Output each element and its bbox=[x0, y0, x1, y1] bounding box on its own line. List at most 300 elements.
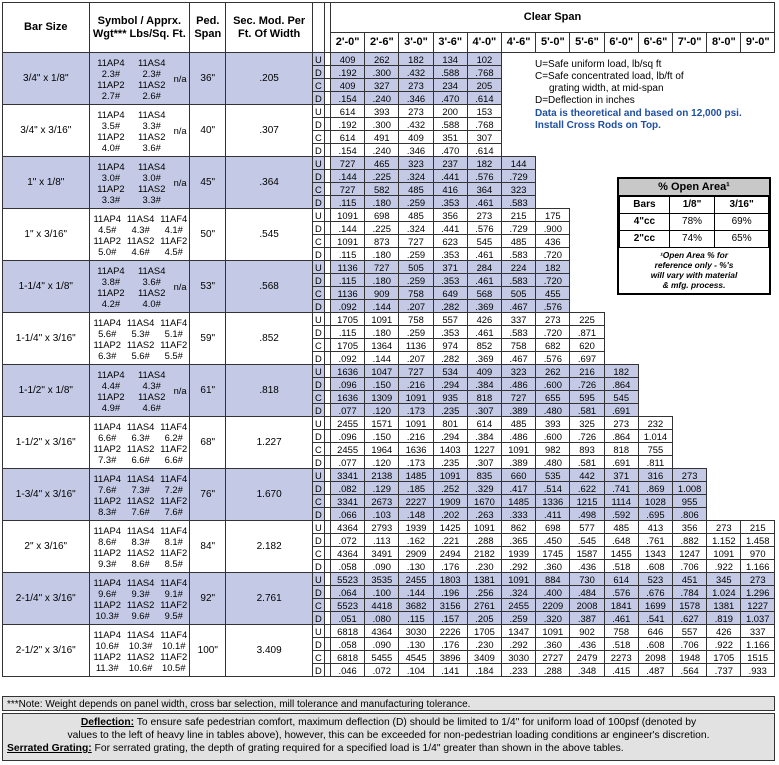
empty-cell bbox=[673, 157, 707, 170]
load-type-label: C bbox=[312, 235, 324, 248]
symbol-weights bbox=[89, 625, 190, 677]
symbol-cell: 11AS4 bbox=[137, 368, 166, 380]
span-header: 4'-0" bbox=[467, 33, 501, 53]
load-value: 1705 bbox=[331, 339, 365, 352]
load-value: 1.166 bbox=[741, 560, 775, 573]
symbol-cell: 11AF2 bbox=[160, 442, 188, 454]
load-value: .077 bbox=[331, 456, 365, 469]
symbol-cell: 2.3# bbox=[142, 67, 161, 79]
symbol-cell: 11AF2 bbox=[160, 338, 188, 350]
symbol-cell: 2.7# bbox=[101, 89, 121, 101]
load-value: 862 bbox=[502, 521, 536, 534]
load-type-label: D bbox=[312, 430, 324, 443]
load-value: .256 bbox=[467, 586, 501, 599]
na-text: n/a bbox=[173, 281, 187, 292]
symbol-cell: 11AF4 bbox=[160, 316, 188, 328]
legend-d: D=Deflection in inches bbox=[535, 95, 635, 106]
symbol-cell: 11AS2 bbox=[126, 650, 155, 662]
load-value: 1336 bbox=[536, 495, 570, 508]
load-value: .365 bbox=[502, 534, 536, 547]
weight-footnote: ***Note: Weight depends on panel width, cross bar selection, mill tolerance and manufacturing tolerance. bbox=[2, 696, 775, 711]
load-value: .113 bbox=[365, 534, 399, 547]
load-value: .173 bbox=[399, 404, 433, 417]
na-text: n/a bbox=[173, 177, 187, 188]
bar-size: 2-1/2" x 3/16" bbox=[3, 625, 90, 677]
load-value: 1381 bbox=[707, 599, 741, 612]
symbol-cell: 11AP2 bbox=[97, 182, 125, 194]
load-value: .691 bbox=[604, 404, 638, 417]
symbol-weights bbox=[89, 261, 190, 313]
symbol-cell: 11AF4 bbox=[160, 472, 188, 484]
load-value: .082 bbox=[331, 482, 365, 495]
load-value: 755 bbox=[638, 443, 672, 456]
table-row bbox=[3, 625, 775, 638]
symbol-cell: 3.0# bbox=[142, 171, 161, 183]
empty-cell bbox=[502, 66, 536, 79]
symbol-cell: 9.6# bbox=[98, 587, 117, 599]
load-value: 1091 bbox=[433, 469, 467, 482]
load-value: 215 bbox=[502, 209, 536, 222]
load-value: .235 bbox=[433, 456, 467, 469]
load-value: 1381 bbox=[467, 573, 501, 586]
empty-cell bbox=[638, 365, 672, 378]
ped-span: 92" bbox=[190, 573, 226, 625]
load-value: .441 bbox=[433, 222, 467, 235]
symbol-cell: 6.2# bbox=[164, 431, 183, 443]
open-area-row-label: 2"cc bbox=[620, 231, 670, 248]
load-value: .072 bbox=[365, 664, 399, 677]
load-value: .487 bbox=[638, 664, 672, 677]
symbol-cell: 11AS2 bbox=[137, 390, 166, 402]
load-value: .252 bbox=[433, 482, 467, 495]
load-type-label: C bbox=[312, 391, 324, 404]
load-value: 835 bbox=[467, 469, 501, 482]
empty-cell bbox=[536, 131, 570, 144]
load-type-label: U bbox=[312, 521, 324, 534]
load-value: .307 bbox=[467, 456, 501, 469]
load-value: 323 bbox=[399, 157, 433, 170]
symbol-cell: 11AP2 bbox=[97, 78, 125, 90]
load-type-label: D bbox=[312, 560, 324, 573]
load-value: .933 bbox=[741, 664, 775, 677]
empty-cell bbox=[570, 235, 604, 248]
load-value: 1309 bbox=[365, 391, 399, 404]
load-value: .882 bbox=[673, 534, 707, 547]
load-value: 327 bbox=[365, 79, 399, 92]
load-value: .576 bbox=[604, 586, 638, 599]
load-value: 356 bbox=[673, 521, 707, 534]
empty-cell bbox=[707, 378, 741, 391]
empty-cell bbox=[604, 144, 638, 157]
load-value: .259 bbox=[399, 248, 433, 261]
symbol-cell: 7.6# bbox=[131, 505, 150, 517]
section-modulus: 2.182 bbox=[226, 521, 313, 573]
span-header: 3'-0" bbox=[399, 33, 433, 53]
load-value: .614 bbox=[467, 92, 501, 105]
bar-size: 2" x 3/16" bbox=[3, 521, 90, 573]
symbol-cell: 7.6# bbox=[98, 483, 117, 495]
load-value: .480 bbox=[536, 404, 570, 417]
deflection-text: To ensure safe pedestrian comfort, maximum deflection (D) should be limited to 1/4" for uniform load of 100psf (denoted by bbox=[134, 717, 697, 728]
load-value: 1699 bbox=[638, 599, 672, 612]
load-value: 523 bbox=[638, 573, 672, 586]
load-value: 1.008 bbox=[673, 482, 707, 495]
load-value: 2182 bbox=[467, 547, 501, 560]
symbol-cell: 11AS4 bbox=[126, 576, 155, 588]
load-value: 409 bbox=[399, 131, 433, 144]
load-value: 535 bbox=[536, 469, 570, 482]
load-value: 505 bbox=[399, 261, 433, 274]
load-value: 134 bbox=[433, 53, 467, 66]
symbol-cell: 11AS4 bbox=[137, 264, 166, 276]
ped-span: 68" bbox=[190, 417, 226, 469]
empty-cell bbox=[536, 170, 570, 183]
table-row bbox=[3, 521, 775, 534]
empty-cell bbox=[502, 105, 536, 118]
load-value: .432 bbox=[399, 66, 433, 79]
symbol-cell: 10.6# bbox=[95, 639, 119, 651]
open-area-value: 65% bbox=[715, 231, 769, 248]
load-value: .259 bbox=[399, 326, 433, 339]
load-value: .240 bbox=[365, 144, 399, 157]
empty-cell bbox=[673, 365, 707, 378]
load-value: .600 bbox=[536, 430, 570, 443]
section-modulus: .205 bbox=[226, 53, 313, 105]
load-value: 1091 bbox=[467, 521, 501, 534]
symbol-cell: 11AP4 bbox=[97, 368, 125, 380]
empty-cell bbox=[741, 131, 775, 144]
symbol-cell: 6.6# bbox=[98, 431, 117, 443]
symbol-cell: 5.6# bbox=[131, 349, 150, 361]
header-symbol: Symbol / Apprx. Wgt*** Lbs/Sq. Ft. bbox=[89, 3, 190, 53]
load-value: .120 bbox=[365, 456, 399, 469]
symbol-cell: 11AP2 bbox=[97, 390, 125, 402]
load-value: 273 bbox=[399, 105, 433, 118]
deflection-note bbox=[7, 716, 770, 729]
load-value: 1705 bbox=[331, 313, 365, 326]
load-value: .695 bbox=[638, 508, 672, 521]
symbol-cell: 4.4# bbox=[101, 379, 121, 391]
load-value: 3341 bbox=[331, 469, 365, 482]
load-value: .180 bbox=[365, 196, 399, 209]
load-value: 413 bbox=[638, 521, 672, 534]
open-area-value: 74% bbox=[669, 231, 714, 248]
empty-cell bbox=[638, 131, 672, 144]
load-value: 1227 bbox=[741, 599, 775, 612]
load-value: 3535 bbox=[365, 573, 399, 586]
load-value: .180 bbox=[365, 326, 399, 339]
load-type-label: D bbox=[312, 326, 324, 339]
empty-cell bbox=[707, 131, 741, 144]
load-value: 262 bbox=[536, 365, 570, 378]
load-value: 2793 bbox=[365, 521, 399, 534]
load-value: 323 bbox=[502, 365, 536, 378]
symbol-cell: 11AS4 bbox=[137, 108, 166, 120]
load-type-label: D bbox=[312, 248, 324, 261]
load-value: 935 bbox=[433, 391, 467, 404]
load-value: .130 bbox=[399, 638, 433, 651]
load-value: .608 bbox=[638, 638, 672, 651]
load-value: .096 bbox=[331, 430, 365, 443]
load-value: 852 bbox=[467, 339, 501, 352]
bar-size: 3/4" x 1/8" bbox=[3, 53, 90, 105]
symbol-cell: 4.3# bbox=[131, 223, 150, 235]
load-value: .324 bbox=[502, 586, 536, 599]
symbol-cell: 8.1# bbox=[164, 535, 183, 547]
load-value: .130 bbox=[399, 560, 433, 573]
empty-cell bbox=[673, 313, 707, 326]
load-value: 2098 bbox=[638, 651, 672, 664]
symbol-cell: 11AS2 bbox=[126, 338, 155, 350]
load-value: 6818 bbox=[331, 651, 365, 664]
symbol-cell: 10.1# bbox=[162, 639, 186, 651]
empty-cell bbox=[741, 495, 775, 508]
load-type-label: C bbox=[312, 547, 324, 560]
symbol-cell: 11AS4 bbox=[137, 160, 166, 172]
table-row bbox=[3, 573, 775, 586]
bar-size: 1-3/4" x 3/16" bbox=[3, 469, 90, 521]
load-value: .583 bbox=[502, 196, 536, 209]
span-header: 9'-0" bbox=[741, 33, 775, 53]
load-value: 577 bbox=[570, 521, 604, 534]
table-row bbox=[3, 313, 775, 326]
symbol-cell: 11AP4 bbox=[93, 316, 121, 328]
load-value: 1091 bbox=[502, 573, 536, 586]
load-value: 371 bbox=[604, 469, 638, 482]
empty-cell bbox=[604, 157, 638, 170]
header-ped-span: Ped. Span bbox=[190, 3, 226, 53]
load-value: .720 bbox=[536, 326, 570, 339]
load-value: .207 bbox=[399, 300, 433, 313]
load-value: 1670 bbox=[467, 495, 501, 508]
symbol-cell: 5.0# bbox=[98, 245, 117, 257]
symbol-cell: 11AP2 bbox=[93, 338, 121, 350]
empty-cell bbox=[741, 313, 775, 326]
load-value: 351 bbox=[433, 131, 467, 144]
load-value: .450 bbox=[536, 534, 570, 547]
ped-span: 40" bbox=[190, 105, 226, 157]
load-type-label: U bbox=[312, 261, 324, 274]
symbol-cell: 11AP2 bbox=[93, 650, 121, 662]
load-value: .600 bbox=[536, 378, 570, 391]
load-value: 1403 bbox=[433, 443, 467, 456]
empty-cell bbox=[707, 495, 741, 508]
load-value: .080 bbox=[365, 612, 399, 625]
symbol-cell: 7.3# bbox=[131, 483, 150, 495]
load-value: 2727 bbox=[536, 651, 570, 664]
serrated-label: Serrated Grating: bbox=[7, 743, 92, 754]
symbol-cell: 8.3# bbox=[98, 505, 117, 517]
load-value: 1803 bbox=[433, 573, 467, 586]
load-type-label: U bbox=[312, 625, 324, 638]
load-value: 416 bbox=[433, 183, 467, 196]
load-value: 1578 bbox=[673, 599, 707, 612]
load-value: .627 bbox=[673, 612, 707, 625]
legend-c: C=Safe concentrated load, lb/ft of bbox=[535, 71, 684, 82]
load-value: 182 bbox=[536, 261, 570, 274]
load-value: 485 bbox=[604, 521, 638, 534]
load-value: 2138 bbox=[365, 469, 399, 482]
load-value: 614 bbox=[331, 105, 365, 118]
load-value: .761 bbox=[638, 534, 672, 547]
load-value: .150 bbox=[365, 430, 399, 443]
table-row bbox=[3, 365, 775, 378]
load-value: .864 bbox=[604, 430, 638, 443]
symbol-cell: 6.6# bbox=[131, 453, 150, 465]
load-value: .288 bbox=[467, 534, 501, 547]
load-value: 205 bbox=[467, 79, 501, 92]
load-value: 818 bbox=[604, 443, 638, 456]
empty-cell bbox=[673, 131, 707, 144]
load-type-label: D bbox=[312, 118, 324, 131]
load-value: 3409 bbox=[467, 651, 501, 664]
load-value: 200 bbox=[433, 105, 467, 118]
theory-note-line1: Data is theoretical and based on 12,000 psi. bbox=[535, 108, 742, 119]
symbol-cell: 9.3# bbox=[98, 557, 117, 569]
load-type-label: C bbox=[312, 651, 324, 664]
symbol-cell: 7.3# bbox=[98, 453, 117, 465]
load-value: .576 bbox=[536, 352, 570, 365]
symbol-cell: 11AP2 bbox=[93, 546, 121, 558]
serrated-note bbox=[7, 742, 770, 755]
load-value: .058 bbox=[331, 560, 365, 573]
empty-cell bbox=[741, 352, 775, 365]
legend-c-cont: grating width, at mid-span bbox=[549, 83, 664, 94]
load-value: .263 bbox=[467, 508, 501, 521]
section-modulus: .818 bbox=[226, 365, 313, 417]
load-value: 909 bbox=[365, 287, 399, 300]
span-header: 8'-0" bbox=[707, 33, 741, 53]
section-modulus: 3.409 bbox=[226, 625, 313, 677]
symbol-weights bbox=[89, 417, 190, 469]
load-value: .415 bbox=[604, 664, 638, 677]
load-value: .441 bbox=[433, 170, 467, 183]
load-value: 902 bbox=[570, 625, 604, 638]
symbol-cell: 10.5# bbox=[162, 661, 186, 673]
load-value: 655 bbox=[536, 391, 570, 404]
symbol-cell: 9.6# bbox=[131, 609, 150, 621]
empty-cell bbox=[707, 508, 741, 521]
load-value: 1136 bbox=[331, 261, 365, 274]
symbol-cell: 11AS2 bbox=[126, 234, 155, 246]
load-value: 2761 bbox=[467, 599, 501, 612]
symbol-cell: 11AF4 bbox=[160, 576, 188, 588]
ped-span: 76" bbox=[190, 469, 226, 521]
load-value: 2455 bbox=[502, 599, 536, 612]
load-value: 614 bbox=[467, 417, 501, 430]
load-value: .564 bbox=[673, 664, 707, 677]
load-value: .202 bbox=[433, 508, 467, 521]
empty-cell bbox=[673, 417, 707, 430]
symbol-cell: 2.6# bbox=[142, 89, 161, 101]
load-value: 356 bbox=[433, 209, 467, 222]
load-value: 1964 bbox=[365, 443, 399, 456]
load-value: .470 bbox=[433, 144, 467, 157]
load-value: .360 bbox=[536, 560, 570, 573]
load-value: .144 bbox=[365, 300, 399, 313]
ped-span: 36" bbox=[190, 53, 226, 105]
section-modulus: .568 bbox=[226, 261, 313, 313]
symbol-cell: 11AP2 bbox=[93, 598, 121, 610]
load-value: 1136 bbox=[331, 287, 365, 300]
empty-cell bbox=[741, 365, 775, 378]
load-value: 1425 bbox=[433, 521, 467, 534]
load-value: .329 bbox=[467, 482, 501, 495]
load-value: .726 bbox=[570, 378, 604, 391]
load-type-label: D bbox=[312, 274, 324, 287]
empty-cell bbox=[707, 326, 741, 339]
load-type-label: U bbox=[312, 417, 324, 430]
load-type-label: D bbox=[312, 508, 324, 521]
load-value: 485 bbox=[399, 183, 433, 196]
symbol-cell: 4.3# bbox=[142, 379, 161, 391]
load-value: 337 bbox=[502, 313, 536, 326]
empty-cell bbox=[502, 144, 536, 157]
symbol-weights bbox=[89, 53, 190, 105]
load-value: 1028 bbox=[638, 495, 672, 508]
load-value: 426 bbox=[467, 313, 501, 326]
bar-size: 1-1/4" x 1/8" bbox=[3, 261, 90, 313]
load-value: 224 bbox=[502, 261, 536, 274]
empty-cell bbox=[502, 53, 536, 66]
load-value: .233 bbox=[502, 664, 536, 677]
symbol-cell: 7.6# bbox=[164, 505, 183, 517]
load-value: .115 bbox=[331, 248, 365, 261]
load-value: 182 bbox=[467, 157, 501, 170]
load-value: 4364 bbox=[365, 625, 399, 638]
symbol-cell: 11AP4 bbox=[93, 472, 121, 484]
load-value: .461 bbox=[604, 612, 638, 625]
load-value: 545 bbox=[467, 235, 501, 248]
load-value: 144 bbox=[502, 157, 536, 170]
load-value: .576 bbox=[467, 222, 501, 235]
load-value: .369 bbox=[467, 352, 501, 365]
header-spacer bbox=[312, 3, 324, 53]
load-value: .077 bbox=[331, 404, 365, 417]
symbol-weights bbox=[89, 105, 190, 157]
load-value: 316 bbox=[638, 469, 672, 482]
symbol-cell: 11AF4 bbox=[160, 628, 188, 640]
load-type-label: D bbox=[312, 404, 324, 417]
load-value: .353 bbox=[433, 326, 467, 339]
load-value: 2455 bbox=[399, 573, 433, 586]
load-value: .387 bbox=[570, 612, 604, 625]
load-value: .184 bbox=[467, 664, 501, 677]
load-value: 1636 bbox=[399, 443, 433, 456]
load-value: 485 bbox=[502, 235, 536, 248]
load-value: .090 bbox=[365, 638, 399, 651]
theory-note bbox=[535, 108, 773, 132]
legend-u: U=Safe uniform load, lb/sq ft bbox=[535, 59, 662, 70]
open-area-value: 69% bbox=[715, 214, 769, 231]
load-value: .588 bbox=[433, 118, 467, 131]
na-text: n/a bbox=[173, 385, 187, 396]
load-value: .576 bbox=[536, 300, 570, 313]
open-area-footnote-line: ¹Open Area % for bbox=[659, 250, 729, 260]
symbol-cell: 11AP4 bbox=[97, 160, 125, 172]
empty-cell bbox=[673, 404, 707, 417]
empty-cell bbox=[741, 157, 775, 170]
symbol-cell: 11AS2 bbox=[126, 598, 155, 610]
load-value: .115 bbox=[331, 326, 365, 339]
load-value: 393 bbox=[365, 105, 399, 118]
load-value: 273 bbox=[707, 521, 741, 534]
load-value: .144 bbox=[399, 586, 433, 599]
symbol-cell: 7.2# bbox=[164, 483, 183, 495]
empty-cell bbox=[707, 339, 741, 352]
load-value: 345 bbox=[707, 573, 741, 586]
load-type-label: U bbox=[312, 157, 324, 170]
